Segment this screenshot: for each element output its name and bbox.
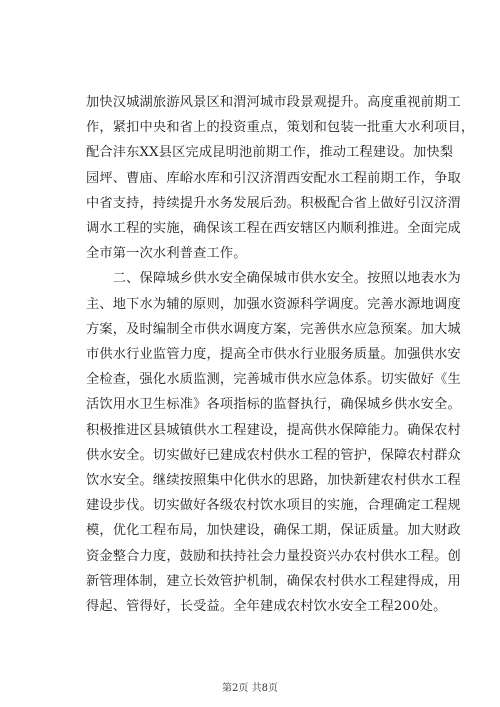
text-line: 资金整合力度，鼓励和扶持社会力量投资兴办农村供水工程。创 [86, 548, 461, 564]
text-line: 配合沣东XX县区完成昆明池前期工作，推动工程建设。加快梨 [86, 145, 454, 161]
text-line: 得起、管得好，长受益。全年建成农村饮水安全工程200处。 [86, 599, 447, 615]
text-line: 活饮用水卫生标准》各项指标的监督执行，确保城乡供水安全。 [86, 397, 461, 413]
text-line: 全检查，强化水质监测，完善城市供水应急体系。切实做好《生 [86, 372, 461, 388]
text-line: 新管理体制，建立长效管护机制，确保农村供水工程建得成，用 [86, 573, 461, 589]
text-line: 调水工程的实施，确保该工程在西安辖区内顺利推进。全面完成 [86, 221, 461, 237]
text-line: 加快汉城湖旅游风景区和渭河城市段景观提升。高度重视前期工 [86, 95, 461, 110]
paragraph-1 [86, 90, 475, 266]
text-line: 全市第一次水利普查工作。 [86, 246, 247, 262]
text-line: 园坪、曹庙、库峪水库和引汉济渭西安配水工程前期工作，争取 [86, 170, 461, 186]
paragraph-2 [86, 266, 461, 619]
text-line: 积极推进区县城镇供水工程建设，提高供水保障能力。确保农村 [86, 422, 461, 438]
text-line: 供水安全。切实做好已建成农村供水工程的管护，保障农村群众 [86, 447, 461, 463]
text-line: 二、保障城乡供水安全确保城市供水安全。按照以地表水为 [86, 271, 461, 287]
text-line: 方案，及时编制全市供水调度方案，完善供水应急预案。加大城 [86, 321, 461, 337]
text-line: 作，紧扣中央和省上的投资重点，策划和包装一批重大水利项目， [86, 120, 475, 136]
text-line: 市供水行业监管力度，提高全市供水行业服务质量。加强供水安 [86, 347, 461, 363]
text-line: 中省支持，持续提升水务发展后劲。积极配合省上做好引汉济渭 [86, 195, 461, 211]
page-number-footer: 第2页 共8页 [222, 683, 278, 694]
text-line: 主、地下水为辅的原则，加强水资源科学调度。完善水源地调度 [86, 296, 461, 312]
text-line: 建设步伐。切实做好各级农村饮水项目的实施，合理确定工程规 [86, 498, 461, 514]
text-line: 饮水安全。继续按照集中化供水的思路，加快新建农村供水工程 [86, 473, 461, 489]
text-line: 模，优化工程布局，加快建设，确保工期，保证质量。加大财政 [86, 523, 461, 539]
document-body [86, 90, 475, 619]
